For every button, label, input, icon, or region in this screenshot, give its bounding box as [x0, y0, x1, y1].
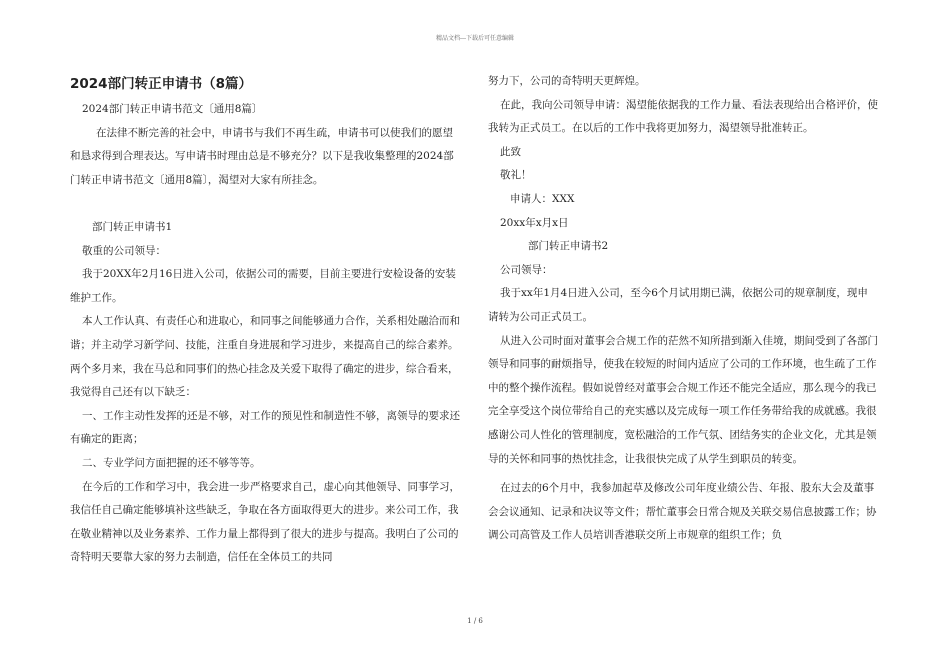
paragraph: 我于20XX年2月16日进入公司，依据公司的需要，目前主要进行安检设备的安装维护工作。 [70, 268, 456, 304]
date-line: 20xx年x月x日 [500, 216, 569, 229]
page-header: 精品文档---下载后可任意编辑 [435, 35, 515, 42]
paragraph: 一、工作主动性发挥的还是不够，对工作的预见性和制造性不够，离领导的要求还有确定的距离； [70, 409, 460, 446]
applicant-line: 申请人：XXX [510, 192, 575, 205]
greeting-1: 敬重的公司领导： [82, 244, 166, 257]
document-title: 2024部门转正申请书（8篇） [70, 76, 252, 92]
paragraph: 二、专业学问方面把握的还不够等等。 [82, 456, 261, 469]
subtitle: 2024部门转正申请书范文〔通用8篇〕 [82, 103, 263, 115]
paragraph: 在此，我向公司领导申请：渴望能依据我的工作力量、看法表现给出合格评价，使我转为正式员工。在以后的工作中我将更加努力，渴望领导批准转正。 [488, 98, 878, 135]
closing-line: 敬礼！ [500, 169, 532, 182]
greeting-2: 公司领导： [500, 263, 553, 276]
section-heading-2: 部门转正申请书2 [528, 240, 609, 253]
paragraph: 努力下，公司的奇特明天更辉煌。 [488, 75, 646, 87]
closing-line: 此致 [500, 145, 521, 158]
paragraph: 从进入公司时面对董事会合规工作的茫然不知所措到渐入佳境，期间受到了各部门领导和同事的耐烦指导，使我在较短的时间内适应了公司的工作环境，也生疏了工作中的整个操作流程。假如说曾经对董事会合规工作还不能完全适应，那么现今的我已完全享受这个岗位带给自己的充实感以及完成每一项工作任务带给我的成就感。我很感谢公司人性化的管理制度，宽松融洽的工作气氛、团结务实的企业文化，尤其是领导的关怀和同事的热忱挂念，让我很快完成了从学生到职员的转变。 [488, 334, 878, 465]
left-column [70, 70, 460, 570]
page-number: 1 / 6 [467, 617, 483, 625]
paragraph: 我于xx年1月4日进入公司，至今6个月试用期已满，依据公司的规章制度，现申请转为公司正式员工。 [488, 287, 868, 323]
right-column [488, 70, 878, 548]
paragraph: 在过去的6个月中，我参加起草及修改公司年度业绩公告、年报、股东大会及董事会会议通知、记录和决议等文件；帮忙董事会日常合规及关联交易信息披露工作；协调公司高管及工作人员培训香港联交所上市规章的组织工作；负 [488, 482, 877, 542]
intro-paragraph: 在法律不断完善的社会中，申请书与我们不再生疏，申请书可以使我们的愿望和恳求得到合理表达。写申请书时理由总是不够充分？以下是我收集整理的2024部门转正申请书范文〔通用8篇〕，渴望对大家有所挂念。 [70, 126, 454, 186]
paragraph: 本人工作认真、有责任心和进取心，和同事之间能够通力合作，关系相处融洽而和谐；并主动学习新学问、技能，注重自身进展和学习进步，来提高自己的综合素养。两个多月来，我在马总和同事们的热心挂念及关爱下取得了确定的进步，综合看来，我觉得自己还有以下缺乏： [70, 315, 460, 399]
section-heading-1: 部门转正申请书1 [92, 220, 173, 233]
paragraph: 在今后的工作和学习中，我会进一步严格要求自己，虚心向其他领导、同事学习，我信任自己确定能够填补这些缺乏，争取在各方面取得更大的进步。来公司工作，我在敬业精神以及业务素养、工作力量上都得到了很大的进步与提高。我明白了公司的奇特明天要靠大家的努力去制造，信任在全体员工的共同 [70, 480, 460, 564]
